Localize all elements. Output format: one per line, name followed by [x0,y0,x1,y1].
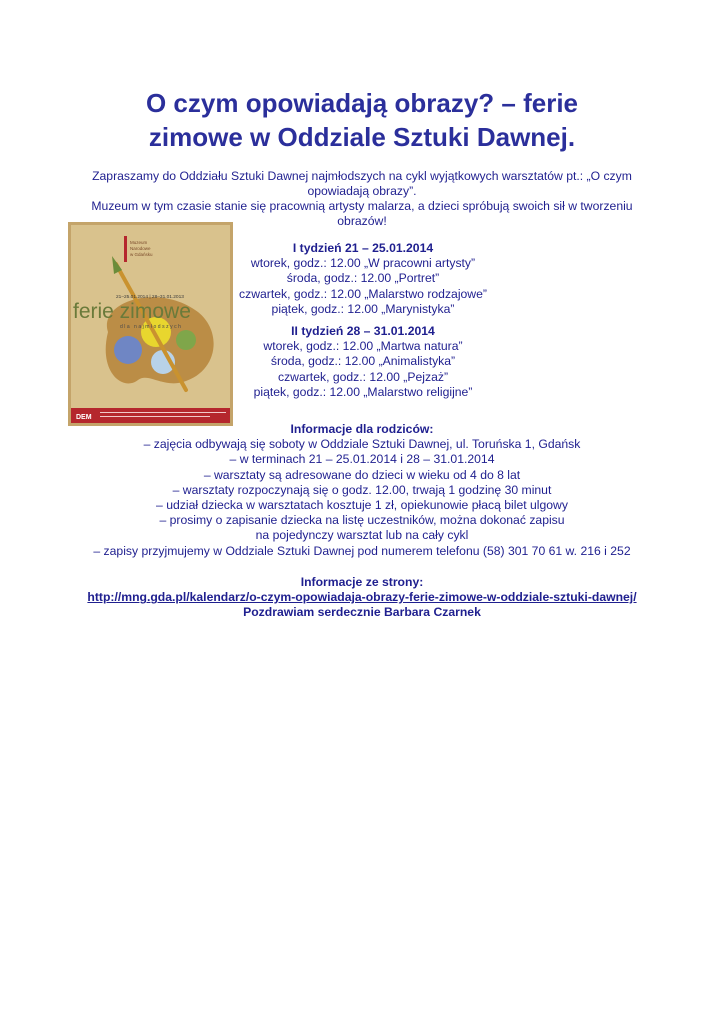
parents-info [60,422,664,559]
parents-item: – warsztaty rozpoczynają się o godz. 12.00, trwają 1 godzinę 30 minut [172,482,552,497]
week-1-schedule [228,241,498,317]
week-1-item: środa, godz.: 12.00 „Portret” [286,271,440,286]
page-title [60,86,664,154]
intro-paragraph-1: Zapraszamy do Oddziału Sztuki Dawnej najmłodszych na cykl wyjątkowych warsztatów pt.: „O czym opowiadają obrazy”. [92,169,632,198]
week-1-heading: I tydzień 21 – 25.01.2014 [292,241,434,255]
week-2-schedule [228,324,498,400]
parents-item: – zapisy przyjmujemy w Oddziale Sztuki Dawnej pod numerem telefonu (58) 301 70 61 w. 216 i 252 [93,543,631,558]
intro-paragraph-2: Muzeum w tym czasie stanie się pracownią artysty malarza, a dzieci spróbują swoich sił w tworzeniu obrazów! [91,199,633,228]
parents-item: – warsztaty są adresowane do dzieci w wieku od 4 do 8 lat [203,467,521,482]
title-line-2: zimowe w Oddziale Sztuki Dawnej. [148,122,576,152]
parents-item: – w terminach 21 – 25.01.2014 i 28 – 31.01.2014 [229,452,495,467]
week-2-heading: II tydzień 28 – 31.01.2014 [291,324,435,338]
poster-logo: DEM [76,414,92,421]
week-2-item: piątek, godz.: 12.00 „Malarstwo religijne” [253,384,473,399]
week-1-item: wtorek, godz.: 12.00 „W pracowni artysty” [250,256,476,271]
greeting: Pozdrawiam serdecznie Barbara Czarnek [243,605,481,620]
week-2-item: wtorek, godz.: 12.00 „Martwa natura” [263,339,463,354]
poster-museum-label: Muzeum [130,240,148,245]
poster-subtitle: dla najmłodszych [120,324,183,330]
week-1-item: piątek, godz.: 12.00 „Marynistyka” [271,301,455,316]
week-2-item: czwartek, godz.: 12.00 „Pejzaż” [277,369,449,384]
source-link[interactable]: http://mng.gda.pl/kalendarz/o-czym-opowiadaja-obrazy-ferie-zimowe-w-oddziale-sztuki-dawnej/ [87,590,637,605]
week-1-item: czwartek, godz.: 12.00 „Malarstwo rodzajowe” [239,286,487,301]
svg-text:w Gdańsku: w Gdańsku [130,252,153,257]
poster-dates: 21–25.01.2014 | 28–31.01.2013 [116,295,184,300]
intro-text [80,169,644,229]
ferie-zimowe-poster-image [68,222,233,426]
parents-item: – prosimy o zapisanie dziecka na listę uczestników, można dokonać zapisu na pojedynczy warsztat lub na cały cykl [159,513,565,543]
poster-title: ferie zimowe [73,300,191,323]
svg-text:Narodowe: Narodowe [130,246,151,251]
source-heading: Informacje ze strony: [300,575,424,589]
week-2-item: środa, godz.: 12.00 „Animalistyka” [270,354,456,369]
parents-heading: Informacje dla rodziców: [290,422,434,436]
parents-item: – zajęcia odbywają się soboty w Oddziale Sztuki Dawnej, ul. Toruńska 1, Gdańsk [143,437,581,452]
parents-item: – udział dziecka w warsztatach kosztuje 1 zł, opiekunowie płacą bilet ulgowy [156,498,568,513]
source-info [40,575,684,621]
title-line-1: O czym opowiadają obrazy? – ferie [145,88,579,118]
